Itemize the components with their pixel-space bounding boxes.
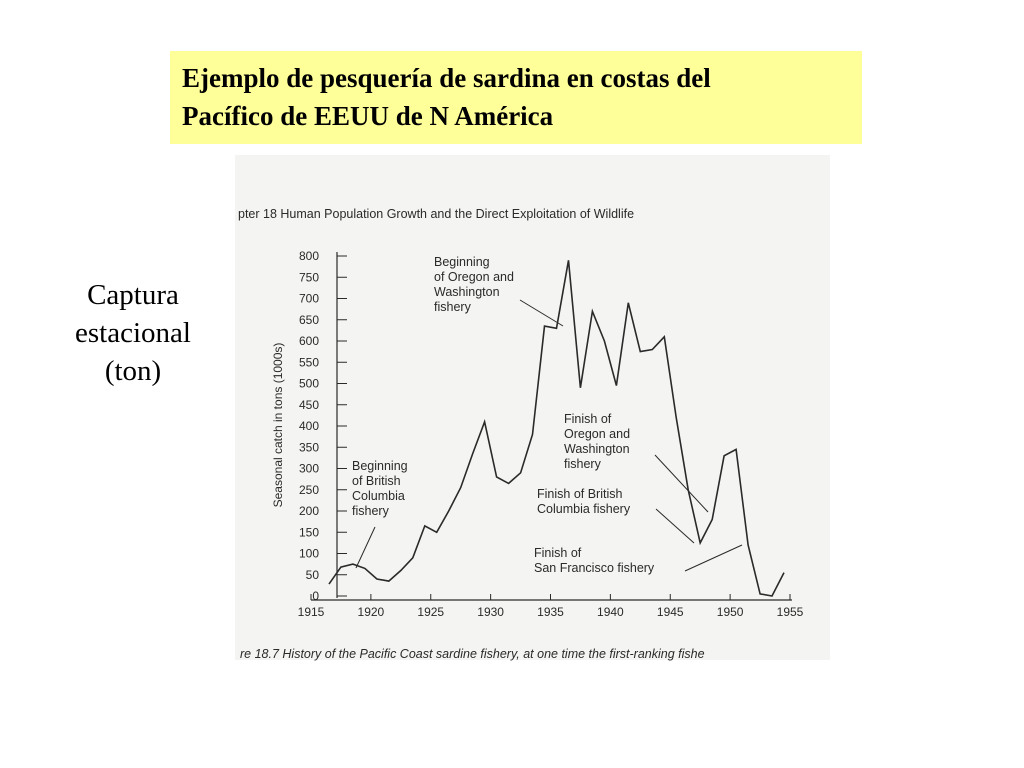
- annotation-label: [534, 546, 655, 575]
- y-tick-label: 400: [298, 419, 319, 433]
- annotation-line: San Francisco fishery: [534, 561, 655, 575]
- y-tick-label: 350: [298, 440, 319, 455]
- x-tick-label: 1915: [297, 605, 325, 619]
- annotations: [352, 255, 742, 575]
- y-tick-label: 300: [298, 461, 319, 476]
- slide-title-line-2: Pacífico de EEUU de N América: [182, 101, 554, 131]
- annotation-line: Washington: [564, 442, 630, 456]
- annotation-line: Finish of: [564, 412, 612, 426]
- annotation-line: Beginning: [434, 255, 490, 269]
- y-tick-label: 550: [298, 355, 319, 370]
- x-tick-label: 1935: [537, 605, 564, 619]
- annotation-line: fishery: [564, 457, 601, 471]
- annotation-line: Columbia: [352, 489, 405, 503]
- x-tick-label: 1950: [716, 605, 744, 619]
- figure-caption: re 18.7 History of the Pacific Coast sardine fishery, at one time the first-ranking fishe: [240, 647, 705, 661]
- annotation-line: Oregon and: [564, 427, 631, 441]
- x-tick-label: 1930: [477, 605, 504, 619]
- annotation-line: Finish of British: [537, 487, 623, 501]
- annotation-line: of Oregon and: [434, 270, 514, 284]
- annotation-label: [564, 412, 630, 471]
- y-tick-label: 200: [298, 504, 319, 518]
- annotation-leader: [356, 527, 375, 568]
- y-tick-label: 250: [298, 482, 319, 497]
- y-tick-label: 100: [298, 546, 319, 561]
- annotation-leader: [656, 509, 694, 543]
- annotation-line: Finish of: [534, 546, 582, 560]
- x-tick-label: 1940: [597, 605, 624, 619]
- x-tick-label: 1920: [357, 605, 385, 619]
- y-tick-label: 700: [298, 291, 319, 306]
- side-label-line-1: Captura: [87, 279, 179, 311]
- y-tick-label: 50: [305, 567, 319, 582]
- annotation-line: Washington: [434, 285, 500, 299]
- annotation-leader: [520, 300, 563, 326]
- annotation-label: [434, 255, 514, 314]
- annotation-label: [537, 487, 631, 516]
- annotation-leader: [685, 545, 742, 571]
- y-tick-label: 600: [298, 334, 319, 348]
- annotation-line: of British: [352, 474, 401, 488]
- x-tick-label: 1925: [417, 605, 445, 619]
- y-tick-label: 800: [298, 249, 319, 263]
- y-axis-label: Seasonal catch in tons (1000s): [271, 342, 285, 508]
- y-tick-label: 150: [298, 525, 319, 540]
- x-tick-label: 1945: [656, 605, 684, 619]
- annotation-line: Columbia fishery: [537, 502, 631, 516]
- y-tick-label: 500: [298, 376, 319, 391]
- annotation-leader: [655, 455, 708, 512]
- y-tick-label: 450: [298, 397, 319, 412]
- y-tick-label: 0: [312, 589, 319, 603]
- annotation-line: Beginning: [352, 459, 408, 473]
- side-label-line-3: (ton): [104, 355, 162, 387]
- figure-header: pter 18 Human Population Growth and the Direct Exploitation of Wildlife: [238, 207, 635, 221]
- y-tick-label: 650: [298, 312, 319, 327]
- annotation-line: fishery: [434, 300, 471, 314]
- x-tick-label: 1955: [776, 605, 804, 619]
- side-label-line-2: estacional: [75, 317, 191, 349]
- y-tick-label: 750: [298, 270, 319, 285]
- annotation-line: fishery: [352, 504, 389, 518]
- slide-title-line-1: Ejemplo de pesquería de sardina en costas del: [182, 63, 711, 93]
- annotation-label: [352, 459, 408, 518]
